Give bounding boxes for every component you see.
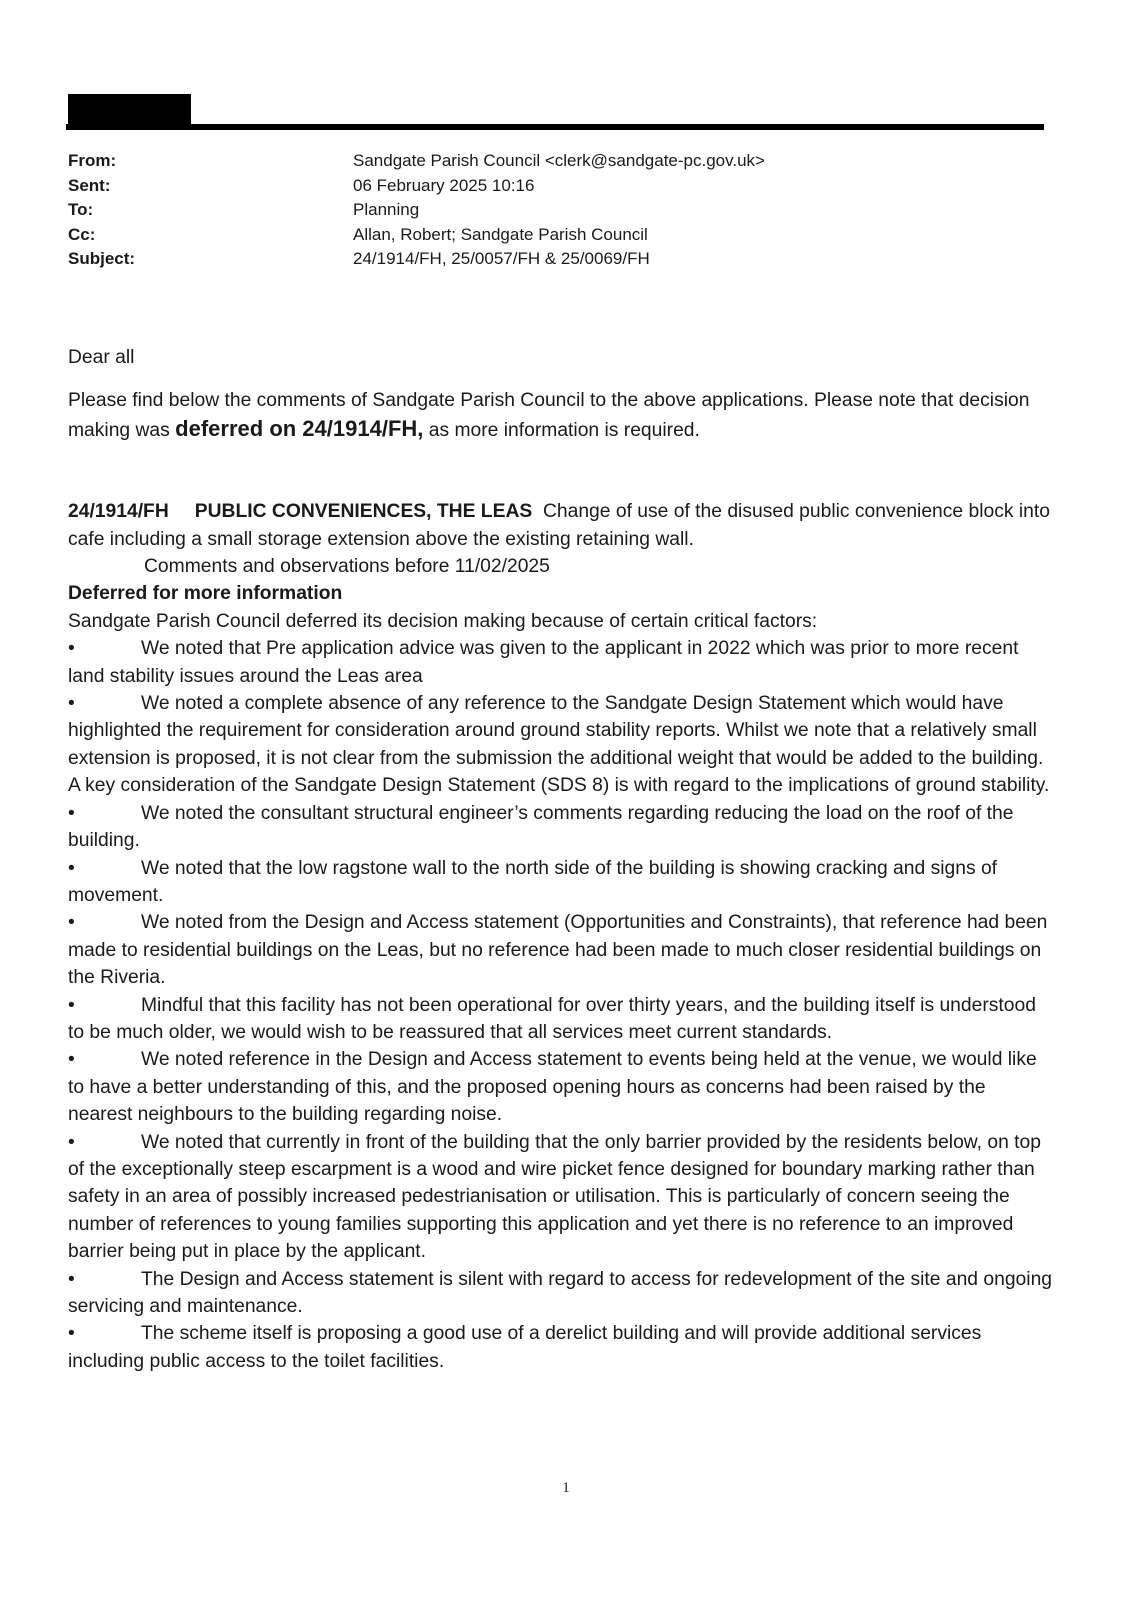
bullet-text: Mindful that this facility has not been operational for over thirty years, and the building itself is understood to be much older, we would wish to be reassured that all services meet current standards.: [68, 994, 1036, 1043]
deferred-emphasis: deferred on 24/1914/FH,: [175, 415, 424, 441]
from-label: From:: [68, 151, 117, 170]
bullet-text: We noted reference in the Design and Access statement to events being held at the venue, we would like to have a better understanding of this, and the proposed opening hours as concerns had been raised by the nearest neighbours to the building regarding noise.: [68, 1049, 1037, 1126]
bullet-text: The scheme itself is proposing a good use of a derelict building and will provide additional services including public access to the toilet facilities.: [68, 1323, 982, 1372]
spacer: [68, 444, 1053, 498]
list-item: [68, 1320, 1053, 1375]
subject-label: Subject:: [68, 249, 136, 268]
bullet-icon: •: [68, 857, 75, 879]
application-site: PUBLIC CONVENIENCES, THE LEAS: [194, 501, 533, 523]
intro-text-1: Please find below the comments of Sandgate Parish Council to the above applications. Please note that decision making was: [68, 390, 1030, 441]
cc-value: Allan, Robert; Sandgate Parish Council: [353, 224, 648, 244]
bullet-icon: •: [68, 1323, 75, 1345]
bullet-icon: •: [68, 1049, 75, 1071]
bullet-icon: •: [68, 802, 75, 824]
page-number: 1: [562, 1480, 570, 1496]
email-body: [68, 344, 1053, 1375]
intro-paragraph: [68, 387, 1053, 444]
bullet-text: We noted that currently in front of the building that the only barrier provided by the residents below, on top of the exceptionally steep escarpment is a wood and wire picket fence designed for boundary marking rather than safety in an area of possibly increased pedestrianisation or utilisation. This is particularly of concern seeing the number of references to young families supporting this application and yet there is no reference to an improved barrier being put in place by the applicant.: [68, 1131, 1041, 1263]
bullet-text: We noted that Pre application advice was given to the applicant in 2022 which was prior to more recent land stability issues around the Leas area: [68, 638, 1019, 687]
to-label: To:: [68, 200, 94, 219]
bullet-text: We noted the consultant structural engineer’s comments regarding reducing the load on the roof of the building.: [68, 802, 1014, 852]
to-value: Planning: [353, 200, 420, 219]
application-title: [68, 498, 1053, 553]
bullet-icon: •: [68, 638, 75, 660]
subject-value: 24/1914/FH, 25/0057/FH & 25/0069/FH: [353, 249, 650, 268]
list-item: [68, 690, 1053, 800]
bullet-icon: •: [68, 912, 75, 934]
redaction-block: [68, 94, 191, 124]
comments-deadline: Comments and observations before 11/02/2025: [144, 556, 550, 578]
bullet-text: The Design and Access statement is silent with regard to access for redevelopment of the site and ongoing servicing and maintenance.: [68, 1268, 1053, 1317]
sent-label: Sent:: [68, 175, 111, 195]
bullet-text: We noted from the Design and Access statement (Opportunities and Constraints), that reference had been made to residential buildings on the Leas, but no reference had been made to much closer residential buildings on the Riveria.: [68, 912, 1048, 989]
cc-label: Cc:: [68, 224, 96, 244]
subject-row: [68, 247, 1048, 272]
from-value: Sandgate Parish Council <clerk@sandgate-pc.gov.uk>: [353, 151, 765, 170]
list-item: [68, 855, 1053, 910]
application-ref: 24/1914/FH: [68, 501, 169, 523]
greeting: Dear all: [68, 347, 135, 368]
lead-in: Sandgate Parish Council deferred its decision making because of certain critical factors:: [68, 610, 818, 632]
sent-value: 06 February 2025 10:16: [353, 175, 535, 195]
bullet-text: We noted that the low ragstone wall to the north side of the building is showing cracking and signs of movement.: [68, 857, 998, 906]
list-item: [68, 1046, 1053, 1128]
list-item: [68, 909, 1053, 991]
list-item: [68, 1266, 1053, 1321]
email-header: [68, 149, 1048, 272]
to-row: [68, 198, 1048, 223]
bullet-icon: •: [68, 693, 75, 715]
decision-status: Deferred for more information: [68, 583, 343, 605]
bullet-icon: •: [68, 1268, 75, 1290]
intro-text-2: as more information is required.: [423, 419, 700, 441]
from-row: [68, 149, 1048, 174]
sent-row: [68, 174, 1048, 199]
bullet-icon: •: [68, 994, 75, 1016]
list-item: [68, 800, 1053, 855]
list-item: [68, 635, 1053, 690]
header-rule: [66, 124, 1044, 130]
bullet-icon: •: [68, 1131, 75, 1153]
cc-row: [68, 223, 1048, 248]
bullet-text: We noted a complete absence of any reference to the Sandgate Design Statement which would have highlighted the requirement for consideration around ground stability reports. Whilst we note that a relatively small extension is proposed, it is not clear from the submission the additional weight that would be added to the building. A key consideration of the Sandgate Design Statement (SDS 8) is with regard to the implications of ground stability.: [68, 693, 1050, 797]
application-description: Change of use of the disused public convenience block into cafe including a small storage extension above the existing retaining wall.: [68, 501, 1050, 550]
list-item: [68, 1129, 1053, 1266]
bullet-list: [68, 635, 1053, 1375]
list-item: [68, 992, 1053, 1047]
